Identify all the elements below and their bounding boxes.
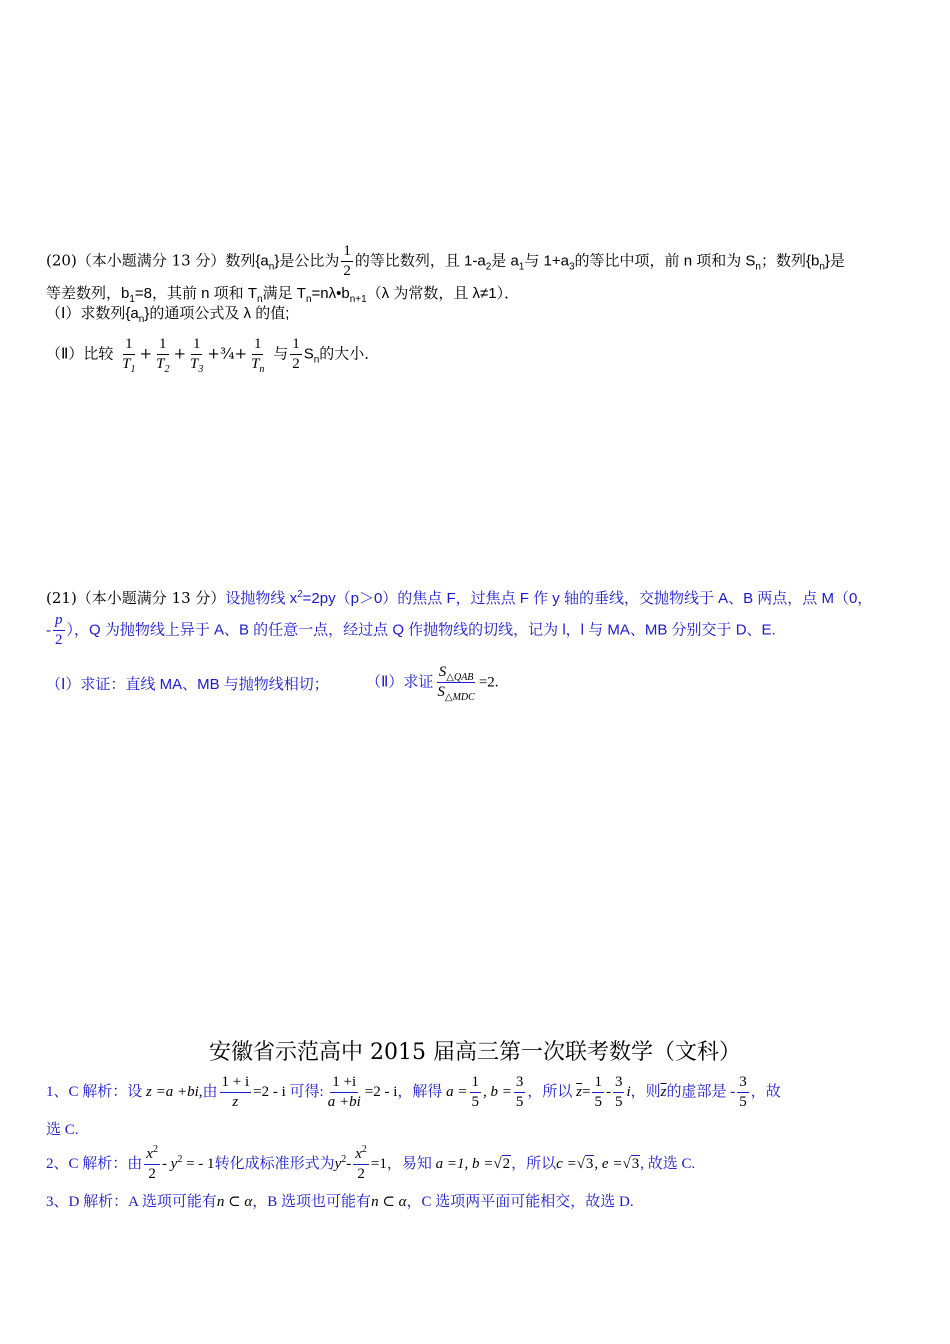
fraction-1plusi-z: $\frac{1 + i}{z}$ bbox=[221, 1074, 250, 1110]
q21-line1: (21)（本小题满分 13 分）设抛物线 $x^2=2py(p>0)$的焦点 F，过焦点 F 作 y 轴的垂线，交抛物线于 A、B 两点，点 M（0， bbox=[46, 589, 873, 607]
answer-3: 3、D 解析：A 选项可能有n ⊂ α，B 选项也可能有n ⊂ α，C 选项两平面可能相交，故选 D. bbox=[46, 1194, 634, 1210]
q21-part2: （Ⅱ）求证 $\frac{S_{\triangle QAB}}{S_{\triangle MDC}}$ =2. bbox=[366, 664, 499, 703]
answer-2: 2、C 解析：由 $\frac{x^2}{2}$ - $y^2$ = - 1转化成标准形式为$y^2-$ $\frac{x^2}{2}$ =1，易知 a =1, b =√2，所以c =√3, e =√3, 故选 C. bbox=[46, 1144, 696, 1182]
page-title: 安徽省示范高中 2015 届高三第一次联考数学（文科） bbox=[209, 1040, 741, 1065]
fraction-1-t1: $\frac{1}{T_1}$ bbox=[122, 336, 136, 375]
q21-line2: - $\frac{p}{2}$ ），Q 为抛物线上异于 A、B 的任意一点，经过点 Q 作抛物线的切线，记为 l，l 与 MA、MB 分别交于 D、E. bbox=[46, 612, 776, 648]
answer-1-line2: 选 C. bbox=[46, 1122, 79, 1138]
q20-part2: （Ⅱ）比较 $\frac{1}{T_1}$ + $\frac{1}{T_2}$ + $\frac{1}{T_3}$ +¾+ $\frac{1}{T_n}$ 与 $\frac{1}{2}$ $S_n$的大小． bbox=[46, 336, 380, 375]
fraction-p-2: $\frac{p}{2}$ bbox=[55, 612, 63, 648]
fraction-area-ratio: $\frac{S_{\triangle QAB}}{S_{\triangle MDC}}$ bbox=[437, 664, 475, 703]
fraction-half: $\frac{1}{2}$ bbox=[343, 243, 351, 279]
fraction-1plusi-abi: $\frac{1 +i}{a +bi}$ bbox=[327, 1074, 361, 1110]
q20-part1: （Ⅰ）求数列$\{a_n\}$的通项公式及 λ 的值; bbox=[46, 305, 290, 325]
q20-number: (20) bbox=[46, 251, 77, 270]
fraction-1-tn: $\frac{1}{T_n}$ bbox=[251, 336, 265, 375]
q20-points: （本小题满分 13 分） bbox=[76, 251, 226, 270]
answer-1-line1: 1、C 解析：设 z =a +bi,由 $\frac{1 + i}{z}$ =2 - i 可得: $\frac{1 +i}{a +bi}$ =2 - i，解得 a = $\frac{1}{5}$ , b = $\frac{3}{5}$ ，所以 $\overline{z}=$ $\frac{1}{5}$ - $\frac{3}{5}$ i，则$\overline{z}$的虚部是 - $\frac{3}{5}$ ，故 bbox=[46, 1074, 781, 1110]
q21-part1: （Ⅰ）求证：直线 MA、MB 与抛物线相切； bbox=[46, 676, 329, 693]
fraction-1-t2: $\frac{1}{T_2}$ bbox=[156, 336, 170, 375]
q20-line2: 等差数列，$b_1=8$，其前 n 项和 $T_n$满足 $T_n=n\lambda•b_{n+1}(\lambda$ 为常数，且 λ≠1）． bbox=[46, 285, 520, 305]
fraction-half-2: $\frac{1}{2}$ bbox=[292, 336, 300, 372]
fraction-1-t3: $\frac{1}{T_3}$ bbox=[190, 336, 204, 375]
q20-line1: (20)（本小题满分 13 分）数列$\{a_n\}$是公比为 $\frac{1}{2}$ 的等比数列，且 $1-a_2$是 $a_1$与 $1+a_3$的等比中项，前 n 项和为 $S_n$；数列$\{b_n\}$是 bbox=[46, 243, 845, 279]
